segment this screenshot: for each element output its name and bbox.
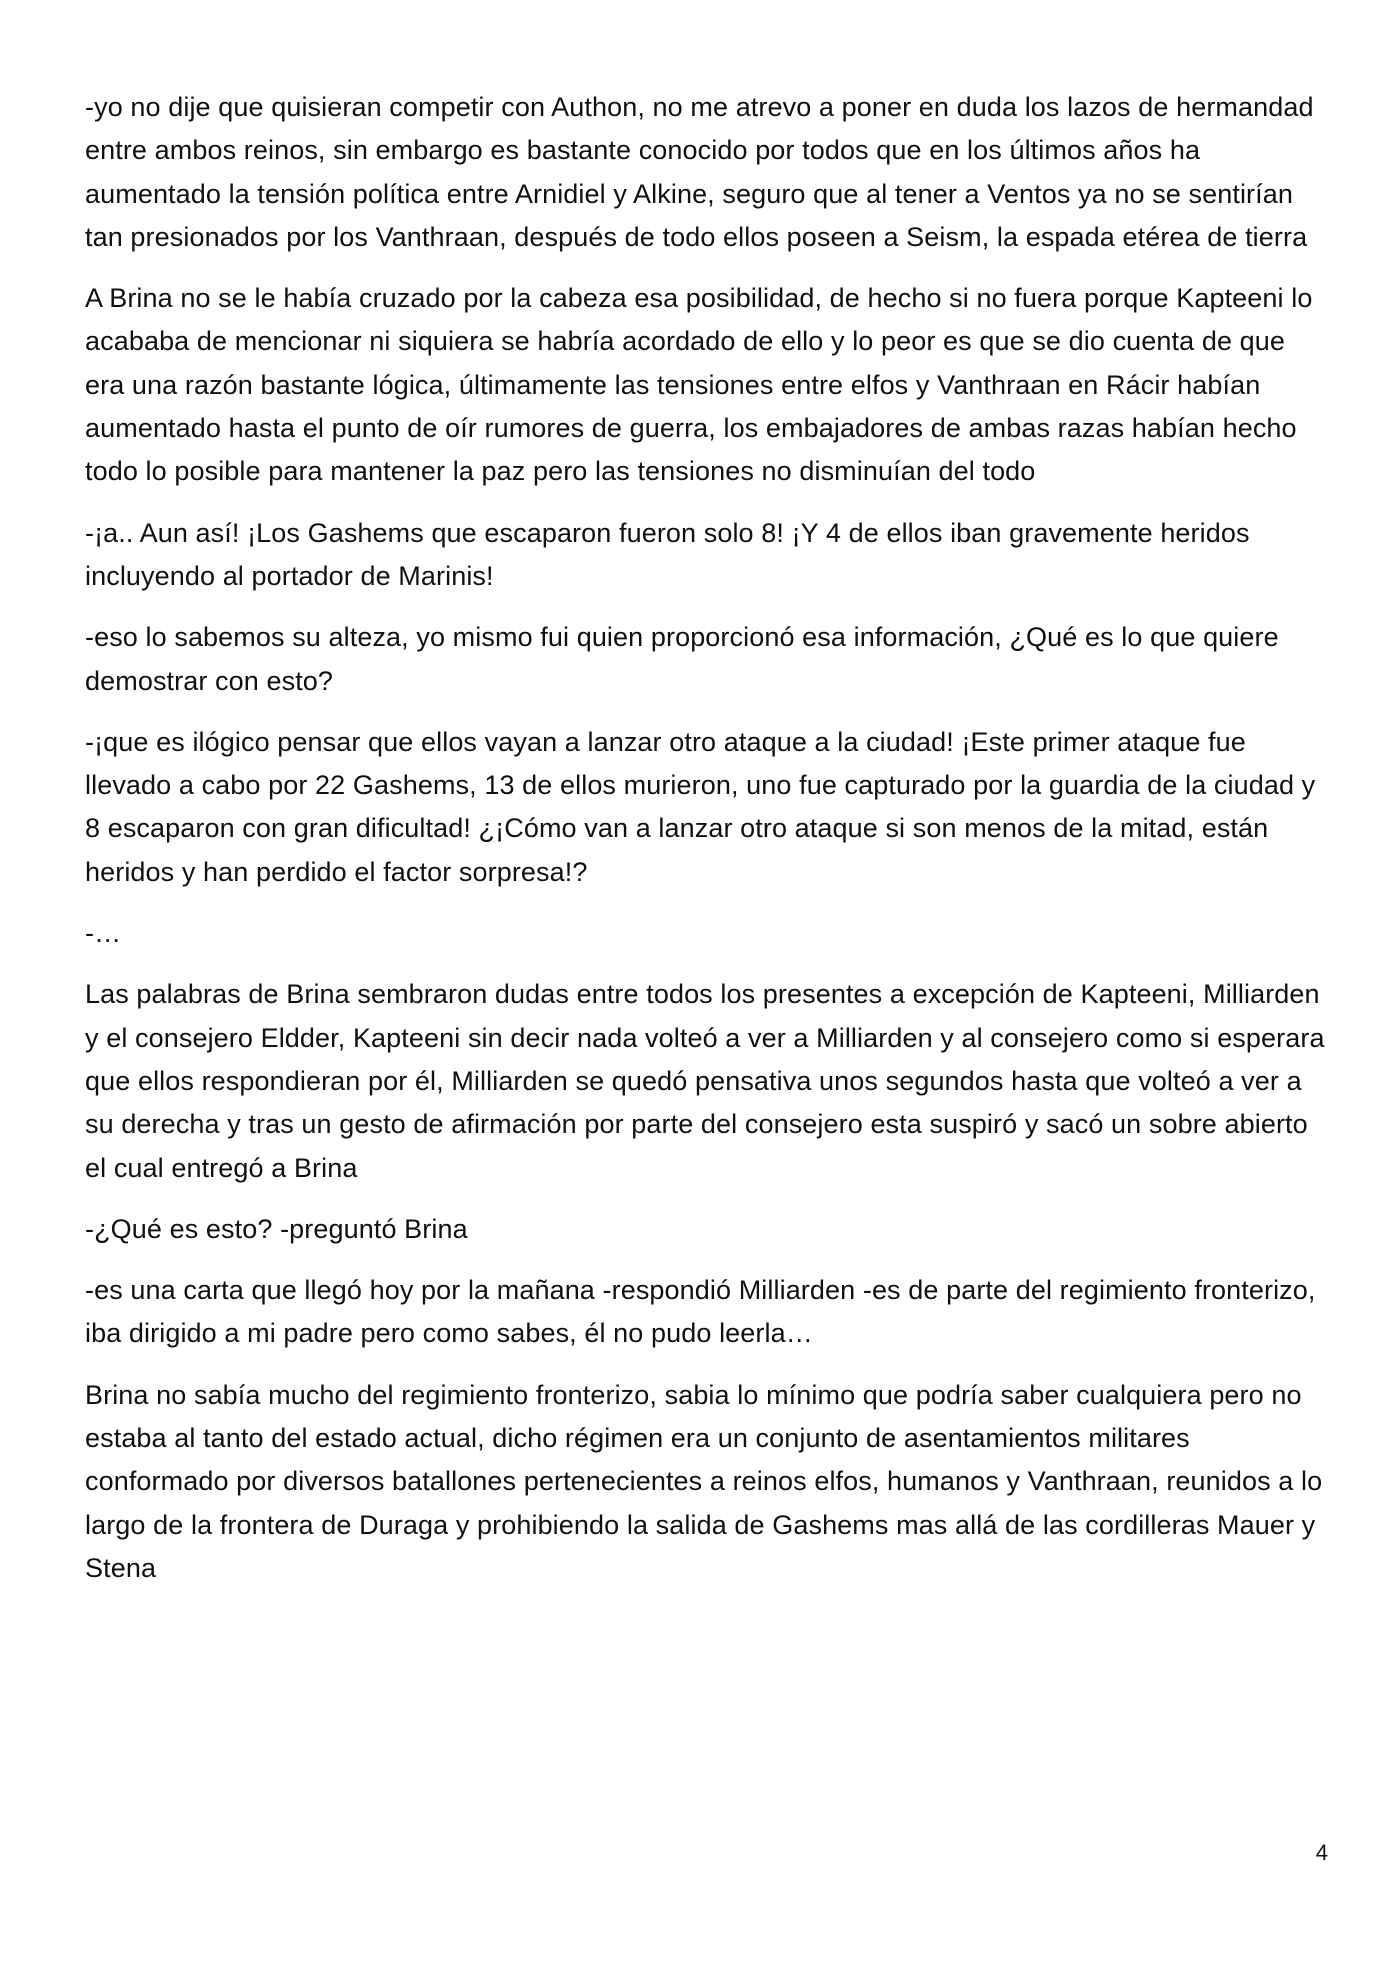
paragraph-8: -¿Qué es esto? -preguntó Brina (85, 1213, 468, 1244)
paragraph-3: -¡a.. Aun así! ¡Los Gashems que escaparon fueron solo 8! ¡Y 4 de ellos iban gravemente heridos incluyendo al portador de Marinis! (85, 517, 1250, 591)
page-number: 4 (1315, 1840, 1328, 1865)
paragraph-2: A Brina no se le había cruzado por la cabeza esa posibilidad, de hecho si no fuera porque Kapteeni lo acababa de mencionar ni siquiera se habría acordado de ello y lo peor es que se dio cuenta de que era una razón bastante lógica, últimamente las tensiones entre elfos y Vanthraan en Rácir habían aumentado hasta el punto de oír rumores de guerra, los embajadores de ambas razas habían hecho todo lo posible para mantener la paz pero las tensiones no disminuían del todo (85, 283, 1313, 487)
paragraph-4: -eso lo sabemos su alteza, yo mismo fui quien proporcionó esa información, ¿Qué es lo que quiere demostrar con esto? (85, 622, 1279, 696)
paragraph-10: Brina no sabía mucho del regimiento fronterizo, sabia lo mínimo que podría saber cualquiera pero no estaba al tanto del estado actual, dicho régimen era un conjunto de asentamientos militares conformado por diversos batallones pertenecientes a reinos elfos, humanos y Vanthraan, reunidos a lo largo de la frontera de Duraga y prohibiendo la salida de Gashems mas allá de las cordilleras Mauer y Stena (85, 1379, 1323, 1583)
paragraph-7: Las palabras de Brina sembraron dudas entre todos los presentes a excepción de Kapteeni, Milliarden y el consejero Eldder, Kapteeni sin decir nada volteó a ver a Milliarden y al consejero como si esperara que ellos respondieran por él, Milliarden se quedó pensativa unos segundos hasta que volteó a ver a su derecha y tras un gesto de afirmación por parte del consejero esta suspiró y sacó un sobre abierto el cual entregó a Brina (85, 979, 1325, 1183)
paragraph-9: -es una carta que llegó hoy por la mañana -respondió Milliarden -es de parte del regimiento fronterizo, iba dirigido a mi padre pero como sabes, él no pudo leerla… (85, 1275, 1316, 1349)
paragraph-1: -yo no dije que quisieran competir con Authon, no me atrevo a poner en duda los lazos de hermandad entre ambos reinos, sin embargo es bastante conocido por todos que en los últimos años ha aumentado la tensión política entre Arnidiel y Alkine, seguro que al tener a Ventos ya no se sentirían tan presionados por los Vanthraan, después de todo ellos poseen a Seism, la espada etérea de tierra (85, 92, 1314, 252)
body-text (85, 86, 1325, 1608)
paragraph-5: -¡que es ilógico pensar que ellos vayan a lanzar otro ataque a la ciudad! ¡Este primer ataque fue llevado a cabo por 22 Gashems, 13 de ellos murieron, uno fue capturado por la guardia de la ciudad y 8 escaparon con gran dificultad! ¿¡Cómo van a lanzar otro ataque si son menos de la mitad, están heridos y han perdido el factor sorpresa!? (85, 726, 1316, 887)
paragraph-6: -… (85, 918, 122, 949)
